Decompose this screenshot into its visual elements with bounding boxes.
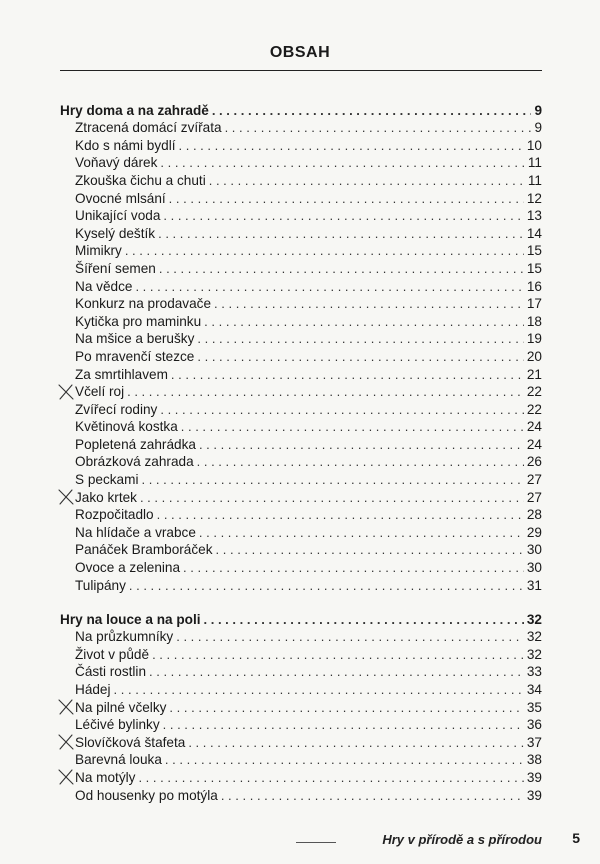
dot-leader — [176, 628, 524, 645]
toc-item-title: Kyselý deštík — [75, 225, 156, 241]
toc-item[interactable] — [60, 733, 542, 751]
toc-item-title: Zvířecí rodiny — [75, 401, 158, 417]
dot-leader — [221, 787, 524, 804]
toc-item[interactable] — [60, 768, 542, 786]
toc-item[interactable] — [60, 470, 542, 488]
dot-leader — [214, 295, 524, 312]
toc-item-title: Voňavý dárek — [75, 155, 158, 171]
toc-item-page-number: 32 — [526, 646, 542, 662]
toc-item-page-number: 24 — [526, 419, 542, 435]
toc-section-heading[interactable] — [60, 101, 542, 119]
dot-leader — [209, 172, 525, 189]
toc-item[interactable] — [60, 558, 542, 576]
toc-item[interactable] — [60, 312, 542, 330]
toc-item[interactable] — [60, 698, 542, 716]
toc-item-title: Květinová kostka — [75, 419, 178, 435]
footer-divider — [296, 842, 336, 843]
toc-item[interactable] — [60, 154, 542, 172]
toc-item-page-number: 34 — [526, 681, 542, 697]
toc-item-page-number: 30 — [526, 542, 542, 558]
toc-item-title: Obrázková zahrada — [75, 454, 194, 470]
toc-item-title: Části rostlin — [75, 664, 147, 680]
toc-item-title: Tulipány — [75, 577, 126, 593]
toc-item-title: S peckami — [75, 472, 139, 488]
toc-item[interactable] — [60, 663, 542, 681]
toc-item-title: Po mravenčí stezce — [75, 348, 195, 364]
toc-item-title: Na vědce — [75, 278, 133, 294]
dot-leader — [204, 313, 524, 330]
toc-item-page-number: 18 — [526, 313, 542, 329]
section-page-number: 32 — [526, 611, 542, 627]
dot-leader — [212, 102, 532, 119]
toc-item-page-number: 22 — [526, 401, 542, 417]
dot-leader — [171, 366, 524, 383]
dot-leader — [165, 751, 524, 768]
dot-leader — [197, 348, 524, 365]
toc-item[interactable] — [60, 171, 542, 189]
toc-item[interactable] — [60, 119, 542, 137]
toc-item[interactable] — [60, 330, 542, 348]
toc-item-title: Panáček Bramboráček — [75, 542, 213, 558]
toc-item[interactable] — [60, 259, 542, 277]
toc-item[interactable] — [60, 628, 542, 646]
toc-item-page-number: 12 — [526, 190, 542, 206]
dot-leader — [204, 611, 524, 628]
toc-item[interactable] — [60, 400, 542, 418]
toc-item-title: Jako krtek — [75, 489, 137, 505]
cross-mark-icon — [57, 769, 75, 785]
dot-leader — [160, 154, 525, 171]
toc-item-title: Unikající voda — [75, 208, 161, 224]
dot-leader — [160, 401, 524, 418]
toc-item-page-number: 19 — [526, 331, 542, 347]
dot-leader — [197, 453, 524, 470]
dot-leader — [157, 506, 524, 523]
toc-item-page-number: 39 — [526, 787, 542, 803]
toc-item-page-number: 30 — [526, 560, 542, 576]
toc-item-title: Život v půdě — [75, 646, 150, 662]
dot-leader — [163, 207, 523, 224]
toc-item-title: Na průzkumníky — [75, 629, 174, 645]
toc-item-page-number: 39 — [526, 769, 542, 785]
toc-item[interactable] — [60, 365, 542, 383]
title-divider — [60, 70, 542, 71]
toc-item[interactable] — [60, 576, 542, 594]
toc-item-title: Kytička pro maminku — [75, 313, 202, 329]
toc-item-title: Ovocné mlsání — [75, 190, 166, 206]
toc-item[interactable] — [60, 207, 542, 225]
dot-leader — [199, 524, 524, 541]
page-number: 5 — [572, 830, 580, 846]
section-title: Hry doma a na zahradě — [60, 102, 209, 118]
toc-item-title: Slovíčková štafeta — [75, 734, 186, 750]
dot-leader — [197, 330, 524, 347]
toc-item-page-number: 16 — [526, 278, 542, 294]
toc-item-page-number: 35 — [526, 699, 542, 715]
toc-item-page-number: 15 — [526, 260, 542, 276]
toc-item[interactable] — [60, 716, 542, 734]
toc-item[interactable] — [60, 506, 542, 524]
toc-item-page-number: 22 — [526, 384, 542, 400]
toc-item-page-number: 26 — [526, 454, 542, 470]
toc-section-2 — [60, 610, 542, 804]
toc-item[interactable] — [60, 488, 542, 506]
toc-item-page-number: 28 — [526, 507, 542, 523]
toc-item-page-number: 20 — [526, 348, 542, 364]
toc-item-page-number: 29 — [526, 524, 542, 540]
toc-item-title: Rozpočitadlo — [75, 507, 154, 523]
toc-item-page-number: 36 — [526, 717, 542, 733]
cross-mark-icon — [57, 734, 75, 750]
toc-item[interactable] — [60, 680, 542, 698]
toc-item[interactable] — [60, 541, 542, 559]
dot-leader — [169, 190, 524, 207]
dot-leader — [181, 418, 524, 435]
dot-leader — [183, 559, 524, 576]
toc-item-list — [60, 628, 542, 804]
toc-item-title: Na hlídače a vrabce — [75, 524, 196, 540]
section-page-number: 9 — [534, 102, 542, 118]
toc-item[interactable] — [60, 347, 542, 365]
toc-item[interactable] — [60, 786, 542, 804]
toc-item-page-number: 37 — [526, 734, 542, 750]
toc-item[interactable] — [60, 136, 542, 154]
toc-item-page-number: 11 — [527, 172, 542, 188]
page-title: OBSAH — [269, 44, 331, 61]
dot-leader — [138, 769, 523, 786]
dot-leader — [163, 716, 524, 733]
toc-item-page-number: 9 — [534, 120, 542, 136]
dot-leader — [125, 242, 524, 259]
toc-item[interactable] — [60, 453, 542, 471]
toc-item-title: Včelí roj — [75, 384, 125, 400]
dot-leader — [127, 383, 524, 400]
toc-item[interactable] — [60, 277, 542, 295]
toc-item-title: Zkouška čichu a chuti — [75, 172, 206, 188]
toc-item-list — [60, 119, 542, 594]
toc-item-page-number: 11 — [527, 155, 542, 171]
dot-leader — [141, 471, 523, 488]
dot-leader — [152, 646, 524, 663]
toc-item-page-number: 27 — [526, 472, 542, 488]
toc-item-page-number: 10 — [526, 137, 542, 153]
cross-mark-icon — [57, 489, 75, 505]
dot-leader — [149, 663, 524, 680]
toc-item-title: Léčivé bylinky — [75, 717, 160, 733]
toc-item-title: Na mšice a berušky — [75, 331, 195, 347]
toc-item[interactable] — [60, 523, 542, 541]
toc-item[interactable] — [60, 189, 542, 207]
toc-item[interactable] — [60, 242, 542, 260]
toc-item[interactable] — [60, 645, 542, 663]
toc-item[interactable] — [60, 224, 542, 242]
dot-leader — [169, 699, 523, 716]
dot-leader — [135, 278, 523, 295]
toc-item-page-number: 21 — [526, 366, 542, 382]
toc-item[interactable] — [60, 383, 542, 401]
toc-item-title: Hádej — [75, 681, 111, 697]
dot-leader — [225, 119, 532, 136]
cross-mark-icon — [57, 384, 75, 400]
toc-item[interactable] — [60, 295, 542, 313]
dot-leader — [129, 577, 524, 594]
toc-item-page-number: 14 — [526, 225, 542, 241]
cross-mark-icon — [57, 699, 75, 715]
toc-item-title: Od housenky po motýla — [75, 787, 218, 803]
toc-item-title: Na motýly — [75, 769, 136, 785]
toc-item[interactable] — [60, 751, 542, 769]
toc-item-title: Konkurz na prodavače — [75, 296, 212, 312]
toc-item-page-number: 13 — [526, 208, 542, 224]
toc-item-page-number: 24 — [526, 436, 542, 452]
section-title: Hry na louce a na poli — [60, 611, 201, 627]
dot-leader — [199, 436, 524, 453]
toc-item-title: Na pilné včelky — [75, 699, 167, 715]
toc-item-title: Šíření semen — [75, 260, 156, 276]
toc-item-page-number: 15 — [526, 243, 542, 259]
toc-item-page-number: 31 — [526, 577, 542, 593]
toc-item-page-number: 38 — [526, 752, 542, 768]
dot-leader — [188, 734, 524, 751]
toc-item-title: Barevná louka — [75, 752, 162, 768]
toc-item-page-number: 17 — [526, 296, 542, 312]
footer-book-title: Hry v přírodě a s přírodou — [382, 832, 542, 847]
toc-item-page-number: 32 — [526, 629, 542, 645]
dot-leader — [159, 260, 524, 277]
dot-leader — [140, 489, 524, 506]
toc-section-heading[interactable] — [60, 610, 542, 628]
toc-item-page-number: 33 — [526, 664, 542, 680]
dot-leader — [216, 541, 524, 558]
toc-item-title: Popletená zahrádka — [75, 436, 196, 452]
toc-item-title: Ovoce a zelenina — [75, 560, 181, 576]
toc-item[interactable] — [60, 418, 542, 436]
toc-section-1 — [60, 101, 542, 594]
toc-item-title: Mimikry — [75, 243, 122, 259]
toc-item-title: Ztracená domácí zvířata — [75, 120, 222, 136]
toc-item-title: Kdo s námi bydlí — [75, 137, 176, 153]
toc-item[interactable] — [60, 435, 542, 453]
dot-leader — [114, 681, 524, 698]
toc-item-page-number: 27 — [526, 489, 542, 505]
dot-leader — [179, 137, 524, 154]
dot-leader — [158, 225, 524, 242]
toc-item-title: Za smrtihlavem — [75, 366, 168, 382]
